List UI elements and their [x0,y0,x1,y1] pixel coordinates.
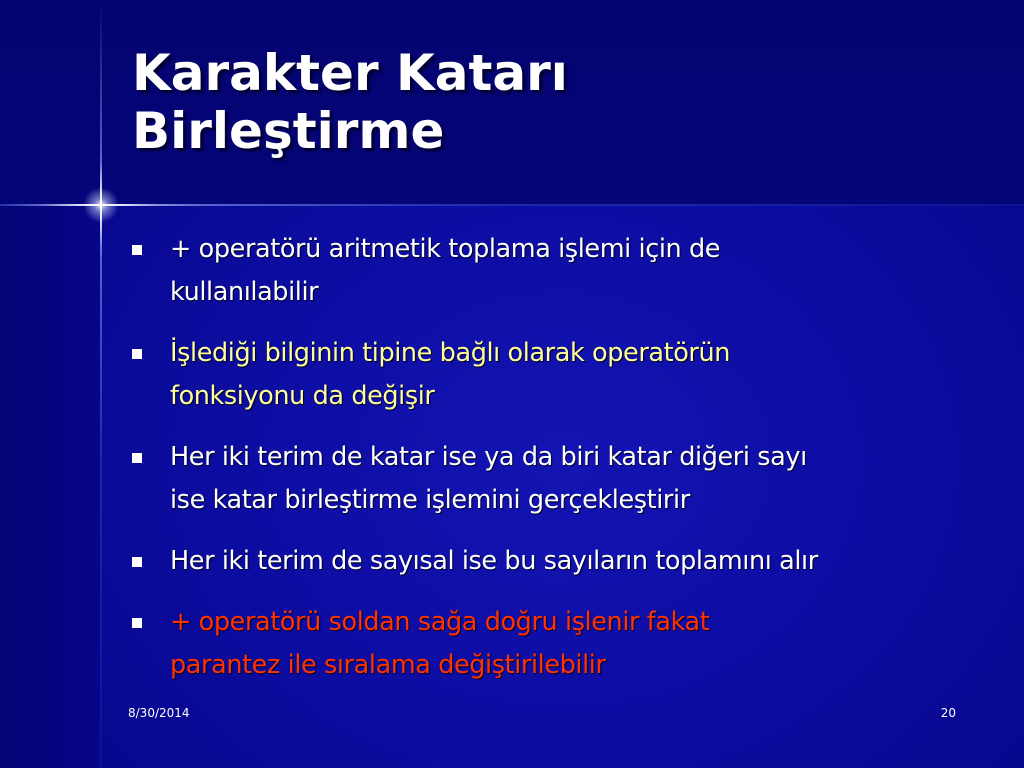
square-bullet-icon [132,618,142,628]
bullet-3-line-2: ise katar birleştirme işlemini gerçekleştirir [170,485,690,515]
square-bullet-icon [132,245,142,255]
footer-date: 8/30/2014 [128,706,190,720]
slide-title [132,44,992,160]
sparkle-horizontal-ray [46,204,156,206]
bullet-item-5 [130,601,980,687]
bullet-item-2 [130,332,980,418]
vertical-light-line [100,0,102,768]
bullet-item-3 [130,436,980,522]
square-bullet-icon [132,349,142,359]
bullet-1-line-1: + operatörü aritmetik toplama işlemi için de [170,234,721,264]
slide-title-line-2: Birleştirme [132,102,445,160]
bullet-item-4 [130,540,980,583]
bullet-3-line-1: Her iki terim de katar ise ya da biri katar diğeri sayı [170,442,807,472]
bullet-2-line-2: fonksiyonu da değişir [170,381,435,411]
slide-number: 20 [940,706,956,720]
bullet-5-line-1: + operatörü soldan sağa doğru işlenir fakat [170,607,710,637]
bullet-4-line-1: Her iki terim de sayısal ise bu sayıların toplamını alır [170,546,818,576]
left-band [0,205,100,768]
bullet-list [130,228,980,705]
square-bullet-icon [132,453,142,463]
bullet-2-line-1: İşlediği bilginin tipine bağlı olarak operatörün [170,338,731,368]
bullet-item-1 [130,228,980,314]
bullet-5-line-2: parantez ile sıralama değiştirilebilir [170,650,606,680]
slide-title-line-1: Karakter Katarı [132,44,568,102]
bullet-1-line-2: kullanılabilir [170,277,319,307]
square-bullet-icon [132,557,142,567]
